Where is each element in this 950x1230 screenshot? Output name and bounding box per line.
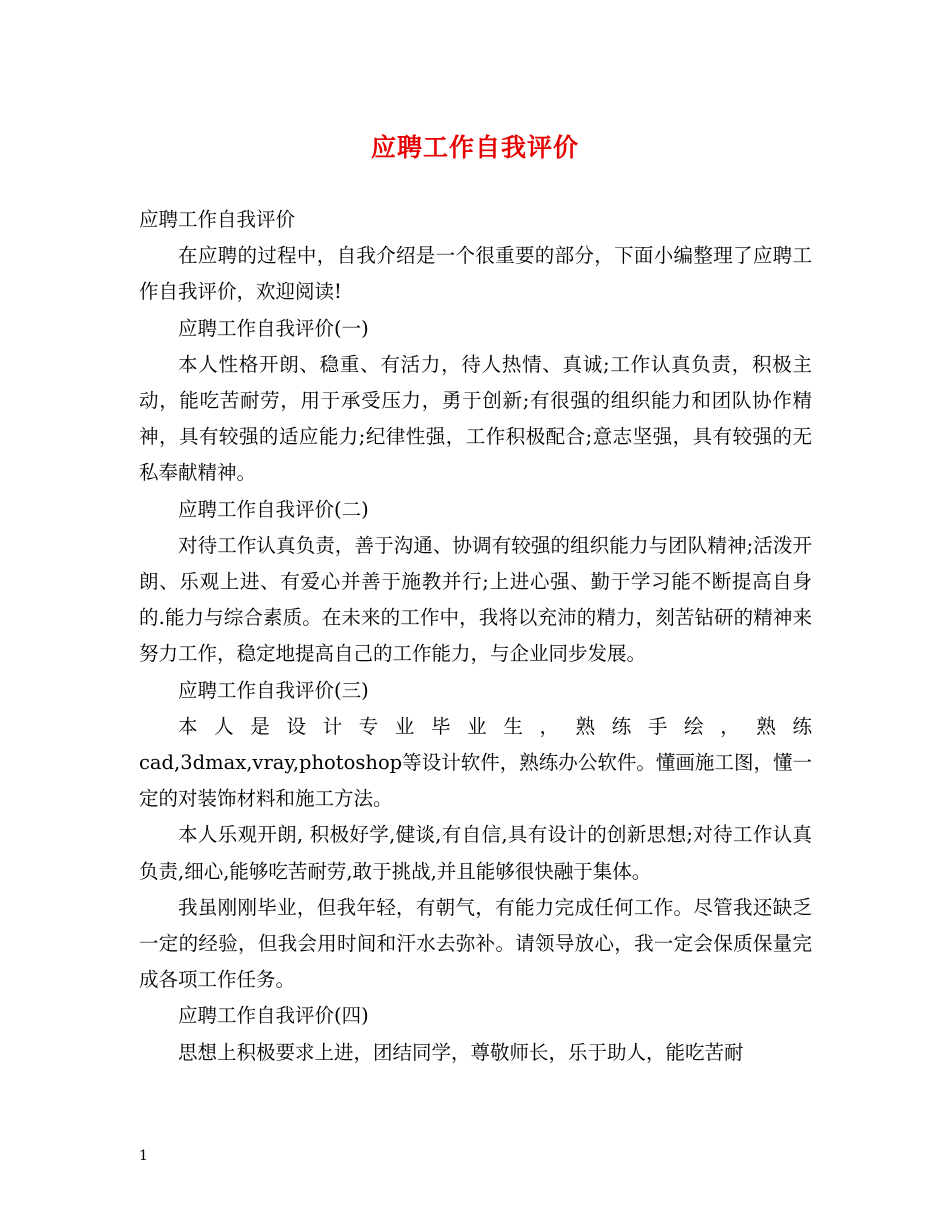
paragraph-section-3-c: 我虽刚刚毕业，但我年轻，有朝气，有能力完成任何工作。尽管我还缺乏一定的经验，但我会用时间和汗水去弥补。请领导放心，我一定会保质保量完成各项工作任务。 <box>139 895 812 992</box>
section-heading-1: 应聘工作自我评价(一) <box>178 316 369 340</box>
document-body <box>139 202 812 1071</box>
page-number: 1 <box>139 1148 148 1164</box>
paragraph-section-1: 本人性格开朗、稳重、有活力，待人热情、真诚;工作认真负责，积极主动，能吃苦耐劳，用于承受压力，勇于创新;有很强的组织能力和团队协作精神，具有较强的适应能力;纪律性强，工作积极配合;意志坚强，具有较强的无私奉献精神。 <box>139 352 812 485</box>
paragraph-intro: 在应聘的过程中，自我介绍是一个很重要的部分，下面小编整理了应聘工作自我评价，欢迎阅读! <box>139 244 812 304</box>
section-heading-3: 应聘工作自我评价(三) <box>178 678 369 702</box>
section-heading-2: 应聘工作自我评价(二) <box>178 497 369 521</box>
paragraph-heading: 应聘工作自我评价 <box>139 208 296 231</box>
paragraph-section-3-b: 本人乐观开朗, 积极好学,健谈,有自信,具有设计的创新思想;对待工作认真负责,细心,能够吃苦耐劳,敢于挑战,并且能够很快融于集体。 <box>139 823 812 883</box>
paragraph-section-4: 思想上积极要求上进，团结同学，尊敬师长，乐于助人，能吃苦耐 <box>178 1040 744 1064</box>
paragraph-section-2: 对待工作认真负责，善于沟通、协调有较强的组织能力与团队精神;活泼开朗、乐观上进、有爱心并善于施教并行;上进心强、勤于学习能不断提高自身的.能力与综合素质。在未来的工作中，我将以充沛的精力，刻苦钻研的精神来努力工作，稳定地提高自己的工作能力，与企业同步发展。 <box>139 533 812 666</box>
paragraph-section-3-cont: cad,3dmax,vray,photoshop等设计软件，熟练办公软件。懂画施工图，懂一定的对装饰材料和施工方法。 <box>139 751 812 811</box>
paragraph-section-3-line-1: 本人是设计专业毕业生，熟练手绘，熟练 <box>178 714 812 738</box>
document-title: 应聘工作自我评价 <box>370 133 579 162</box>
section-heading-4: 应聘工作自我评价(四) <box>178 1004 369 1028</box>
